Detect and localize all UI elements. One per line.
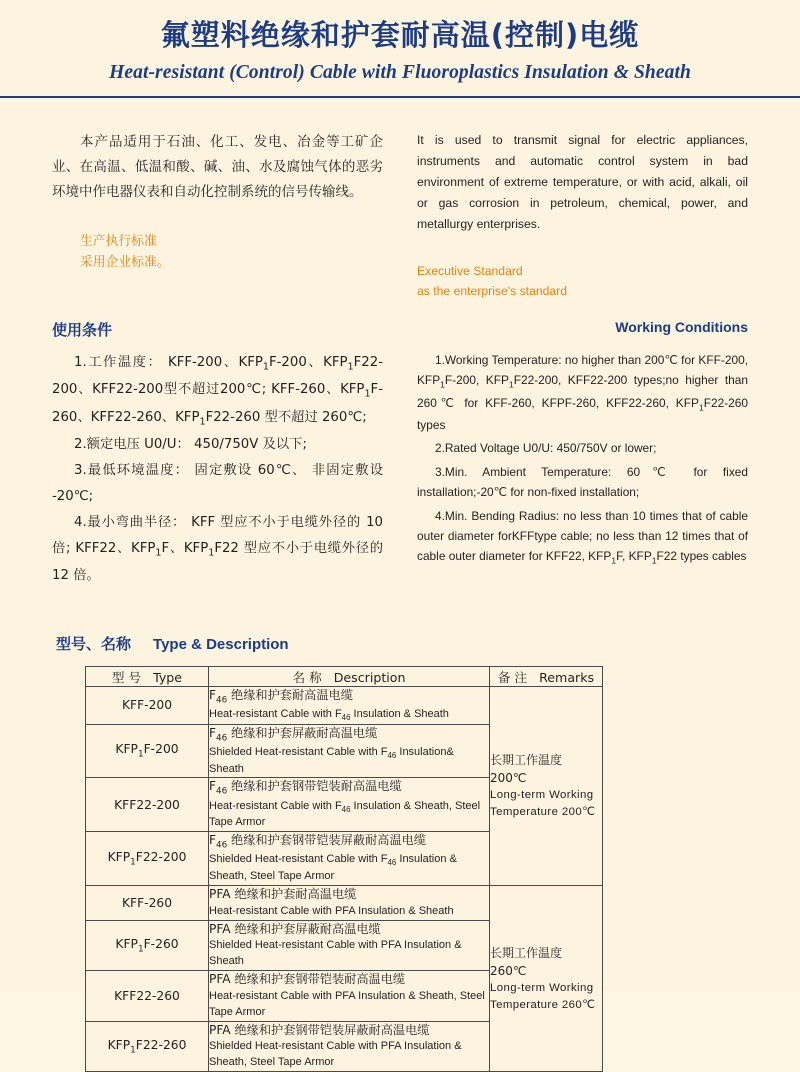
specification-table [85, 666, 603, 1072]
table-header [86, 666, 603, 686]
cell-description-en: Shielded Heat-resistant Cable with $F_{46}$ Insulation& Sheath [209, 745, 454, 775]
cell-description [209, 886, 490, 921]
cell-description [209, 971, 490, 1022]
working-conditions-title-cn: 使用条件 [52, 320, 113, 339]
cell-remarks-en-line1: Long-term Working [490, 981, 594, 994]
cell-description-cn: $F_{46}$ 绝缘和护套屏蔽耐高温电缆 [209, 725, 378, 744]
page-title-en: Heat-resistant (Control) Cable with Fluoroplastics Insulation & Sheath [109, 61, 691, 83]
cell-remarks [490, 886, 603, 1072]
cell-description [209, 1021, 490, 1072]
cell-description-en: Shielded Heat-resistant Cable with PFA Insulation & Sheath, Steel Tape Armor [209, 1040, 462, 1069]
executive-standard-cn-line2: 采用企业标准。 [80, 254, 170, 270]
cell-description [209, 778, 490, 832]
cell-type: $KFP_1F-260$ [86, 920, 209, 971]
cell-description-en: Heat-resistant Cable with PFA Insulation & Sheath [209, 904, 454, 917]
table-body [86, 686, 603, 1071]
working-condition-en-item: 1.Working Temperature: no higher than 200℃ for KFF-200, $KFP_1F-200$, $KFP_1F22-200$, KFF22-200 types;no higher than 260℃ for KFF-260, KFPF-260, KFF22-260, $KFP_1F22-260$ types [417, 352, 748, 432]
table-row [86, 686, 603, 724]
executive-standard-en-line1: Executive Standard [417, 263, 523, 278]
cell-type: $KFP_1F-200$ [86, 724, 209, 778]
cell-type: KFF22-200 [86, 778, 209, 832]
working-conditions-cn-column [52, 350, 383, 589]
introduction-en-text: It is used to transmit signal for electric appliances, instruments and automatic control system in bad environment of extreme temperature, or with acid, alkali, oil or gas corrosion in petroleum, chemical, power, and metallurgy enterprises. [417, 132, 748, 231]
cell-description-cn: $F_{46}$ 绝缘和护套钢带铠装屏蔽耐高温电缆 [209, 833, 427, 851]
working-condition-cn-item: 4.最小弯曲半径： KFF 型应不小于电缆外径的 10 倍; KFF22、$KFP_1F$、$KFP_1F22$ 型应不小于电缆外径的 12 倍。 [52, 514, 383, 583]
cell-description-en: Shielded Heat-resistant Cable with $F_{46}$ Insulation & Sheath, Steel Tape Armor [209, 853, 457, 883]
cell-description-en: Heat-resistant Cable with $F_{46}$ Insulation & Sheath, Steel Tape Armor [209, 799, 481, 829]
executive-standard-en [417, 261, 748, 301]
working-condition-en-item: 4.Min. Bending Radius: no less than 10 times that of cable outer diameter forKFFtype cable; no less than 12 times that of cable outer diameter for KFF22, $KFP_1F$, $KFP_1F22$ types cables [417, 508, 748, 566]
type-description-heading [0, 589, 800, 654]
working-condition-en-item: 3.Min. Ambient Temperature: 60℃ for fixed installation;-20℃ for non-fixed installation; [417, 464, 748, 500]
cell-remarks-en-line1: Long-term Working [490, 788, 594, 801]
working-condition-cn-item: 1.工作温度： KFF-200、$KFP_1F-200$、$KFP_1F22-200$、KFF22-200型不超过200℃; KFF-260、$KFP_1F-260$、KFF22-260、$KFP_1F22-260$ 型不超过 260℃; [52, 354, 383, 428]
cell-description [209, 724, 490, 778]
introduction-section [0, 108, 800, 301]
column-header-type-cn: 型 号 [111, 669, 142, 685]
type-description-heading-en: Type & Description [153, 635, 289, 653]
column-header-remarks-cn: 备 注 [497, 669, 528, 685]
working-condition-en-item: 2.Rated Voltage U0/U: 450/750V or lower; [435, 441, 657, 456]
working-conditions-title-en: Working Conditions [615, 318, 748, 335]
introduction-cn-text: 本产品适用于石油、化工、发电、冶金等工矿企业、在高温、低温和酸、碱、油、水及腐蚀气体的恶劣环境中作电器仪表和自动化控制系统的信号传输线。 [52, 133, 383, 200]
working-conditions-heading-en-wrap [417, 319, 748, 340]
working-conditions-body [0, 340, 800, 589]
cell-description-en: Heat-resistant Cable with $F_{46}$ Insulation & Sheath [209, 708, 449, 723]
specification-table-wrapper [0, 654, 800, 1072]
cell-description [209, 686, 490, 724]
cell-type: KFF-260 [86, 886, 209, 921]
cell-type: KFF-200 [86, 686, 209, 724]
executive-standard-cn [52, 231, 383, 273]
cell-description-cn: PFA 绝缘和护套钢带铠装耐高温电缆 [209, 972, 406, 987]
cell-description-en: Shielded Heat-resistant Cable with PFA Insulation & Sheath [209, 939, 462, 968]
cell-description-en: Heat-resistant Cable with PFA Insulation & Sheath, Steel Tape Armor [209, 989, 485, 1018]
column-header-type [86, 666, 209, 686]
executive-standard-en-line2: as the enterprise's standard [417, 283, 568, 298]
cell-remarks-en-line2: Temperature 260℃ [490, 998, 596, 1011]
introduction-cn-column [52, 130, 383, 301]
cell-description-cn: PFA 绝缘和护套屏蔽耐高温电缆 [209, 921, 381, 936]
column-header-remarks-en: Remarks [539, 669, 595, 685]
executive-standard-cn-line1: 生产执行标准 [80, 233, 157, 249]
cell-description [209, 832, 490, 886]
cell-type: $KFP_1F22-200$ [86, 832, 209, 886]
cell-remarks-cn: 长期工作温度 260℃ [490, 945, 563, 978]
page-header [0, 0, 800, 108]
cell-remarks-en-line2: Temperature 200℃ [490, 805, 596, 818]
cell-type: $KFP_1F22-260$ [86, 1021, 209, 1072]
table-row [86, 886, 603, 921]
working-condition-cn-item: 3.最低环境温度： 固定敷设 60℃、 非固定敷设 -20℃; [52, 462, 383, 504]
type-description-heading-cn: 型号、名称 [56, 634, 132, 653]
working-conditions-headings [0, 301, 800, 340]
cell-remarks-cn: 长期工作温度 200℃ [490, 752, 563, 785]
cell-description [209, 920, 490, 971]
column-header-description-cn: 名 称 [292, 669, 322, 685]
column-header-description [209, 666, 490, 686]
cell-description-cn: $F_{46}$ 绝缘和护套耐高温电缆 [209, 687, 353, 706]
working-condition-cn-item: 2.额定电压 U0/U： 450/750V 及以下; [74, 436, 307, 452]
cell-description-cn: $F_{46}$ 绝缘和护套钢带铠装耐高温电缆 [209, 779, 402, 797]
cell-description-cn: PFA 绝缘和护套耐高温电缆 [209, 887, 357, 902]
column-header-remarks [490, 666, 603, 686]
cell-type: KFF22-260 [86, 971, 209, 1022]
header-divider [0, 96, 800, 98]
introduction-en-column [417, 130, 748, 301]
cell-remarks [490, 686, 603, 885]
working-conditions-en-column [417, 350, 748, 589]
cell-description-cn: PFA 绝缘和护套钢带铠装屏蔽耐高温电缆 [209, 1022, 430, 1037]
working-conditions-heading-cn-wrap [52, 319, 383, 340]
table-header-row [86, 666, 603, 686]
column-header-type-en: Type [153, 669, 183, 685]
column-header-description-en: Description [333, 669, 406, 685]
page-title-cn: 氟塑料绝缘和护套耐高温(控制)电缆 [160, 18, 640, 52]
